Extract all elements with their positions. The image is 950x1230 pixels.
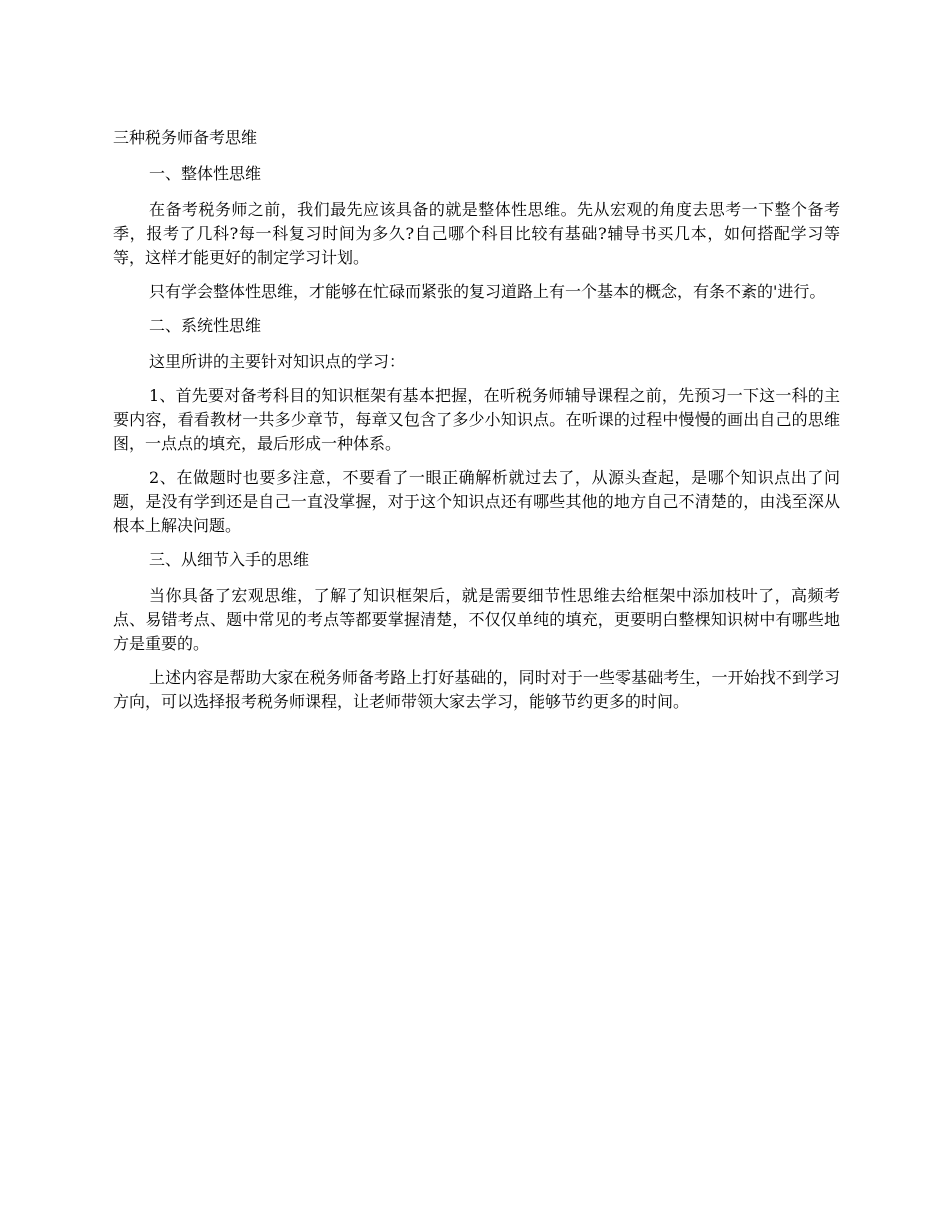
paragraph: 1、首先要对备考科目的知识框架有基本把握，在听税务师辅导课程之前，先预习一下这一科的主要内容，看看教材一共多少章节，每章又包含了多少小知识点。在听课的过程中慢慢的画出自己的思维图，一点点的填充，最后形成一种体系。 (113, 386, 840, 453)
paragraph: 在备考税务师之前，我们最先应该具备的就是整体性思维。先从宏观的角度去思考一下整个备考季，报考了几科?每一科复习时间为多久?自己哪个科目比较有基础?辅导书买几本，如何搭配学习等等，这样才能更好的制定学习计划。 (113, 200, 840, 267)
paragraph: 只有学会整体性思维，才能够在忙碌而紧张的复习道路上有一个基本的概念，有条不紊的'进行。 (149, 282, 826, 301)
section-heading-2: 二、系统性思维 (149, 316, 262, 335)
document-page (113, 126, 840, 724)
section-heading-3: 三、从细节入手的思维 (149, 550, 310, 569)
paragraph: 2、在做题时也要多注意，不要看了一眼正确解析就过去了，从源头查起，是哪个知识点出了问题，是没有学到还是自己一直没掌握，对于这个知识点还有哪些其他的地方自己不清楚的，由浅至深从根本上解决问题。 (113, 468, 840, 535)
section-heading-1: 一、整体性思维 (149, 164, 262, 183)
paragraph: 当你具备了宏观思维，了解了知识框架后，就是需要细节性思维去给框架中添加枝叶了，高频考点、易错考点、题中常见的考点等都要掌握清楚，不仅仅单纯的填充，更要明白整棵知识树中有哪些地方是重要的。 (113, 586, 840, 653)
paragraph: 上述内容是帮助大家在税务师备考路上打好基础的，同时对于一些零基础考生，一开始找不到学习方向，可以选择报考税务师课程，让老师带领大家去学习，能够节约更多的时间。 (113, 668, 840, 711)
document-title: 三种税务师备考思维 (113, 128, 258, 147)
paragraph: 这里所讲的主要针对知识点的学习： (149, 352, 406, 371)
